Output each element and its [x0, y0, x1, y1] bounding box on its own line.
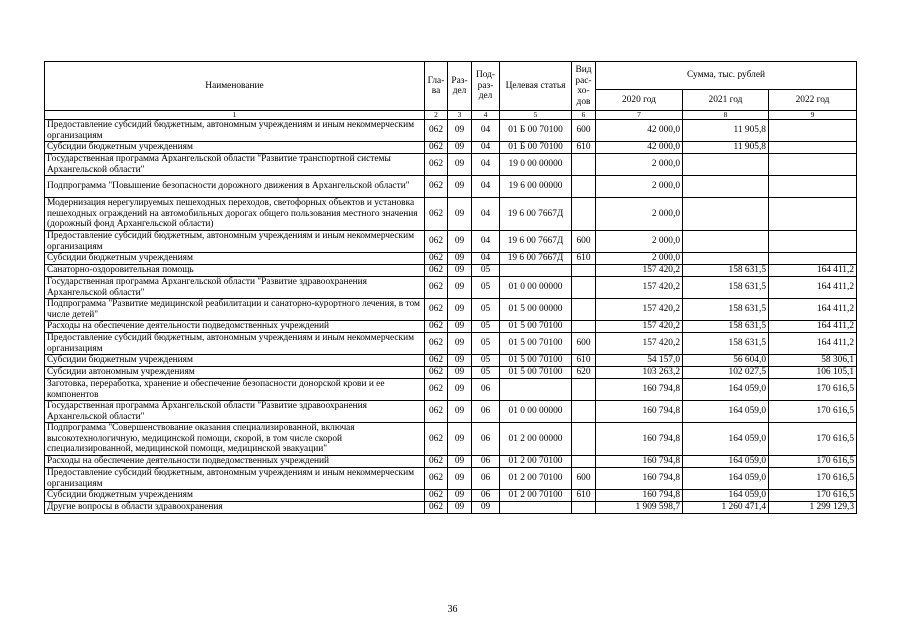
row-expense-type-cell [572, 379, 596, 401]
row-sum-2020-cell: 160 794,8 [596, 456, 683, 468]
table-body [45, 120, 857, 514]
column-number: 7 [596, 111, 683, 120]
row-target-article-cell: 01 5 00 70100 [500, 321, 572, 333]
table-row [45, 423, 857, 456]
row-glava-cell: 062 [425, 277, 448, 299]
row-podrazdel-cell: 06 [472, 490, 500, 502]
column-number: 8 [683, 111, 769, 120]
header-year-2020: 2020 год [596, 90, 683, 111]
row-sum-2022-cell: 164 411,2 [769, 265, 857, 277]
row-razdel-cell: 09 [448, 502, 472, 514]
table-row [45, 333, 857, 355]
row-razdel-cell: 09 [448, 231, 472, 253]
row-podrazdel-cell: 05 [472, 367, 500, 379]
row-target-article-cell [500, 265, 572, 277]
row-expense-type-cell: 600 [572, 231, 596, 253]
table-row [45, 198, 857, 231]
row-podrazdel-cell: 04 [472, 154, 500, 176]
row-glava-cell: 062 [425, 176, 448, 198]
budget-table-page [44, 61, 856, 514]
row-sum-2020-cell: 157 420,2 [596, 333, 683, 355]
row-sum-2021-cell [683, 253, 769, 265]
row-name-cell: Субсидии бюджетным учреждениям [45, 253, 425, 265]
row-sum-2022-cell: 1 299 129,3 [769, 502, 857, 514]
row-name-cell: Субсидии бюджетным учреждениям [45, 490, 425, 502]
row-sum-2020-cell: 42 000,0 [596, 120, 683, 142]
header-glava: Гла-ва [425, 62, 448, 111]
row-target-article-cell: 01 2 00 00000 [500, 423, 572, 456]
row-sum-2022-cell [769, 154, 857, 176]
table-row [45, 468, 857, 490]
row-name-cell: Субсидии бюджетным учреждениям [45, 142, 425, 154]
row-expense-type-cell [572, 502, 596, 514]
row-podrazdel-cell: 09 [472, 502, 500, 514]
row-name-cell: Модернизация нерегулируемых пешеходных переходов, светофорных объектов и установка пешеходных ограждений на автомобильных дорогах общего пользования местного значения (дорожный фонд Архангельской области) [45, 198, 425, 231]
header-target-article: Целевая статья [500, 62, 572, 111]
row-sum-2021-cell: 164 059,0 [683, 423, 769, 456]
row-target-article-cell: 19 6 00 7667Д [500, 198, 572, 231]
row-razdel-cell: 09 [448, 142, 472, 154]
row-expense-type-cell [572, 299, 596, 321]
table-row [45, 231, 857, 253]
row-podrazdel-cell: 04 [472, 231, 500, 253]
row-razdel-cell: 09 [448, 176, 472, 198]
row-sum-2020-cell: 2 000,0 [596, 198, 683, 231]
row-expense-type-cell [572, 176, 596, 198]
row-target-article-cell: 19 6 00 00000 [500, 176, 572, 198]
row-glava-cell: 062 [425, 142, 448, 154]
row-razdel-cell: 09 [448, 456, 472, 468]
row-sum-2022-cell [769, 176, 857, 198]
row-podrazdel-cell: 04 [472, 120, 500, 142]
row-expense-type-cell [572, 401, 596, 423]
row-target-article-cell: 01 Б 00 70100 [500, 120, 572, 142]
row-glava-cell: 062 [425, 468, 448, 490]
row-sum-2020-cell: 157 420,2 [596, 299, 683, 321]
row-sum-2022-cell: 170 616,5 [769, 401, 857, 423]
row-razdel-cell: 09 [448, 401, 472, 423]
row-name-cell: Подпрограмма "Повышение безопасности дорожного движения в Архангельской области" [45, 176, 425, 198]
row-target-article-cell: 01 0 00 00000 [500, 277, 572, 299]
row-sum-2021-cell: 164 059,0 [683, 468, 769, 490]
row-target-article-cell: 01 0 00 00000 [500, 401, 572, 423]
row-target-article-cell: 19 6 00 7667Д [500, 253, 572, 265]
row-sum-2022-cell: 58 306,1 [769, 355, 857, 367]
row-razdel-cell: 09 [448, 265, 472, 277]
row-target-article-cell: 01 2 00 70100 [500, 456, 572, 468]
budget-table [44, 61, 857, 514]
row-target-article-cell [500, 379, 572, 401]
row-name-cell: Предоставление субсидий бюджетным, автономным учреждениям и иным некоммерческим организациям [45, 333, 425, 355]
row-expense-type-cell: 600 [572, 120, 596, 142]
row-sum-2020-cell: 160 794,8 [596, 490, 683, 502]
table-row [45, 176, 857, 198]
row-sum-2021-cell: 11 905,8 [683, 142, 769, 154]
row-sum-2020-cell: 103 263,2 [596, 367, 683, 379]
row-expense-type-cell [572, 321, 596, 333]
row-glava-cell: 062 [425, 198, 448, 231]
table-row [45, 299, 857, 321]
row-razdel-cell: 09 [448, 299, 472, 321]
row-sum-2022-cell: 106 105,1 [769, 367, 857, 379]
row-razdel-cell: 09 [448, 120, 472, 142]
row-razdel-cell: 09 [448, 198, 472, 231]
row-name-cell: Другие вопросы в области здравоохранения [45, 502, 425, 514]
row-name-cell: Государственная программа Архангельской области "Развитие здравоохранения Архангельской области" [45, 277, 425, 299]
row-glava-cell: 062 [425, 490, 448, 502]
row-sum-2021-cell: 164 059,0 [683, 379, 769, 401]
row-name-cell: Расходы на обеспечение деятельности подведомственных учреждений [45, 456, 425, 468]
row-sum-2020-cell: 1 909 598,7 [596, 502, 683, 514]
row-expense-type-cell: 610 [572, 355, 596, 367]
row-sum-2020-cell: 157 420,2 [596, 277, 683, 299]
row-glava-cell: 062 [425, 321, 448, 333]
row-sum-2021-cell: 11 905,8 [683, 120, 769, 142]
row-glava-cell: 062 [425, 120, 448, 142]
row-expense-type-cell [572, 154, 596, 176]
page-number: 36 [447, 604, 458, 615]
row-glava-cell: 062 [425, 456, 448, 468]
row-expense-type-cell: 600 [572, 333, 596, 355]
row-target-article-cell: 01 2 00 70100 [500, 490, 572, 502]
column-number: 2 [425, 111, 448, 120]
row-sum-2022-cell: 164 411,2 [769, 333, 857, 355]
row-target-article-cell: 01 5 00 70100 [500, 333, 572, 355]
table-row [45, 253, 857, 265]
row-expense-type-cell: 620 [572, 367, 596, 379]
row-sum-2021-cell [683, 231, 769, 253]
row-sum-2022-cell: 170 616,5 [769, 468, 857, 490]
row-sum-2020-cell: 160 794,8 [596, 423, 683, 456]
row-target-article-cell: 01 5 00 70100 [500, 367, 572, 379]
row-razdel-cell: 09 [448, 379, 472, 401]
row-glava-cell: 062 [425, 355, 448, 367]
table-row [45, 321, 857, 333]
header-year-2021: 2021 год [683, 90, 769, 111]
row-podrazdel-cell: 05 [472, 321, 500, 333]
row-podrazdel-cell: 04 [472, 198, 500, 231]
row-sum-2022-cell: 170 616,5 [769, 490, 857, 502]
row-name-cell: Государственная программа Архангельской области "Развитие транспортной системы Архангельской области" [45, 154, 425, 176]
row-glava-cell: 062 [425, 379, 448, 401]
row-sum-2020-cell: 2 000,0 [596, 154, 683, 176]
table-row [45, 456, 857, 468]
row-razdel-cell: 09 [448, 367, 472, 379]
row-razdel-cell: 09 [448, 321, 472, 333]
row-target-article-cell [500, 502, 572, 514]
table-row [45, 401, 857, 423]
row-razdel-cell: 09 [448, 154, 472, 176]
row-glava-cell: 062 [425, 401, 448, 423]
row-sum-2022-cell: 164 411,2 [769, 321, 857, 333]
row-sum-2022-cell: 170 616,5 [769, 379, 857, 401]
row-glava-cell: 062 [425, 265, 448, 277]
row-sum-2022-cell [769, 142, 857, 154]
row-expense-type-cell [572, 456, 596, 468]
row-expense-type-cell [572, 423, 596, 456]
header-name: Наименование [45, 62, 425, 111]
row-sum-2021-cell: 56 604,0 [683, 355, 769, 367]
row-razdel-cell: 09 [448, 468, 472, 490]
row-sum-2020-cell: 2 000,0 [596, 253, 683, 265]
row-target-article-cell: 01 5 00 00000 [500, 299, 572, 321]
column-number: 3 [448, 111, 472, 120]
row-glava-cell: 062 [425, 299, 448, 321]
row-expense-type-cell [572, 198, 596, 231]
table-row [45, 502, 857, 514]
row-sum-2021-cell [683, 198, 769, 231]
row-sum-2022-cell: 170 616,5 [769, 456, 857, 468]
row-sum-2021-cell: 158 631,5 [683, 265, 769, 277]
row-target-article-cell: 19 0 00 00000 [500, 154, 572, 176]
row-glava-cell: 062 [425, 502, 448, 514]
column-number: 1 [45, 111, 425, 120]
row-target-article-cell: 01 2 00 70100 [500, 468, 572, 490]
header-razdel: Раз-дел [448, 62, 472, 111]
row-target-article-cell: 19 6 00 7667Д [500, 231, 572, 253]
row-sum-2020-cell: 160 794,8 [596, 379, 683, 401]
row-sum-2021-cell: 164 059,0 [683, 456, 769, 468]
row-name-cell: Субсидии бюджетным учреждениям [45, 355, 425, 367]
row-sum-2020-cell: 157 420,2 [596, 321, 683, 333]
table-row [45, 142, 857, 154]
row-name-cell: Предоставление субсидий бюджетным, автономным учреждениям и иным некоммерческим организациям [45, 231, 425, 253]
row-sum-2022-cell: 164 411,2 [769, 277, 857, 299]
row-glava-cell: 062 [425, 333, 448, 355]
row-sum-2021-cell: 158 631,5 [683, 299, 769, 321]
row-sum-2020-cell: 42 000,0 [596, 142, 683, 154]
row-sum-2021-cell: 158 631,5 [683, 277, 769, 299]
header-year-2022: 2022 год [769, 90, 857, 111]
row-podrazdel-cell: 06 [472, 468, 500, 490]
row-expense-type-cell: 600 [572, 468, 596, 490]
row-sum-2022-cell [769, 253, 857, 265]
column-number: 4 [472, 111, 500, 120]
row-sum-2020-cell: 2 000,0 [596, 176, 683, 198]
table-row [45, 367, 857, 379]
row-glava-cell: 062 [425, 154, 448, 176]
header-podrazdel: Под-раз-дел [472, 62, 500, 111]
row-name-cell: Расходы на обеспечение деятельности подведомственных учреждений [45, 321, 425, 333]
row-name-cell: Подпрограмма "Развитие медицинской реабилитации и санаторно-курортного лечения, в том числе детей" [45, 299, 425, 321]
row-podrazdel-cell: 04 [472, 142, 500, 154]
row-name-cell: Заготовка, переработка, хранение и обеспечение безопасности донорской крови и ее компонентов [45, 379, 425, 401]
row-podrazdel-cell: 05 [472, 299, 500, 321]
table-row [45, 277, 857, 299]
table-row [45, 490, 857, 502]
header-sum: Сумма, тыс. рублей [596, 62, 857, 90]
row-podrazdel-cell: 06 [472, 401, 500, 423]
row-podrazdel-cell: 05 [472, 333, 500, 355]
row-sum-2020-cell: 2 000,0 [596, 231, 683, 253]
row-podrazdel-cell: 06 [472, 456, 500, 468]
row-name-cell: Подпрограмма "Совершенствование оказания специализированной, включая высокотехнологичную, медицинской помощи, скорой, в том числе скорой специализированной, медицинской помощи, медицинской эвакуации" [45, 423, 425, 456]
table-row [45, 379, 857, 401]
row-sum-2022-cell [769, 198, 857, 231]
column-number: 6 [572, 111, 596, 120]
row-expense-type-cell [572, 265, 596, 277]
row-razdel-cell: 09 [448, 423, 472, 456]
row-glava-cell: 062 [425, 423, 448, 456]
header-expense-type: Вид рас-хо-дов [572, 62, 596, 111]
row-razdel-cell: 09 [448, 490, 472, 502]
row-sum-2021-cell: 158 631,5 [683, 333, 769, 355]
row-name-cell: Предоставление субсидий бюджетным, автономным учреждениям и иным некоммерческим организациям [45, 468, 425, 490]
row-glava-cell: 062 [425, 367, 448, 379]
row-sum-2020-cell: 160 794,8 [596, 468, 683, 490]
row-sum-2021-cell: 164 059,0 [683, 401, 769, 423]
row-name-cell: Санаторно-оздоровительная помощь [45, 265, 425, 277]
row-podrazdel-cell: 06 [472, 423, 500, 456]
row-expense-type-cell: 610 [572, 253, 596, 265]
row-sum-2021-cell: 164 059,0 [683, 490, 769, 502]
row-podrazdel-cell: 04 [472, 253, 500, 265]
column-number: 5 [500, 111, 572, 120]
table-row [45, 265, 857, 277]
row-expense-type-cell [572, 277, 596, 299]
column-number: 9 [769, 111, 857, 120]
row-sum-2020-cell: 157 420,2 [596, 265, 683, 277]
row-name-cell: Субсидии автономным учреждениям [45, 367, 425, 379]
row-podrazdel-cell: 05 [472, 265, 500, 277]
row-razdel-cell: 09 [448, 355, 472, 367]
row-podrazdel-cell: 05 [472, 277, 500, 299]
row-sum-2021-cell: 158 631,5 [683, 321, 769, 333]
row-glava-cell: 062 [425, 253, 448, 265]
row-name-cell: Предоставление субсидий бюджетным, автономным учреждениям и иным некоммерческим организациям [45, 120, 425, 142]
table-row [45, 154, 857, 176]
row-podrazdel-cell: 06 [472, 379, 500, 401]
row-sum-2021-cell: 1 260 471,4 [683, 502, 769, 514]
row-expense-type-cell: 610 [572, 490, 596, 502]
row-sum-2022-cell [769, 231, 857, 253]
table-row [45, 120, 857, 142]
row-podrazdel-cell: 05 [472, 355, 500, 367]
row-glava-cell: 062 [425, 231, 448, 253]
row-sum-2021-cell [683, 154, 769, 176]
row-razdel-cell: 09 [448, 277, 472, 299]
row-sum-2020-cell: 54 157,0 [596, 355, 683, 367]
row-sum-2022-cell [769, 120, 857, 142]
row-razdel-cell: 09 [448, 333, 472, 355]
row-sum-2022-cell: 164 411,2 [769, 299, 857, 321]
row-sum-2020-cell: 160 794,8 [596, 401, 683, 423]
row-name-cell: Государственная программа Архангельской области "Развитие здравоохранения Архангельской области" [45, 401, 425, 423]
row-target-article-cell: 01 Б 00 70100 [500, 142, 572, 154]
row-sum-2021-cell: 102 027,5 [683, 367, 769, 379]
row-target-article-cell: 01 5 00 70100 [500, 355, 572, 367]
table-row [45, 355, 857, 367]
row-razdel-cell: 09 [448, 253, 472, 265]
row-sum-2021-cell [683, 176, 769, 198]
row-sum-2022-cell: 170 616,5 [769, 423, 857, 456]
row-podrazdel-cell: 04 [472, 176, 500, 198]
row-expense-type-cell: 610 [572, 142, 596, 154]
